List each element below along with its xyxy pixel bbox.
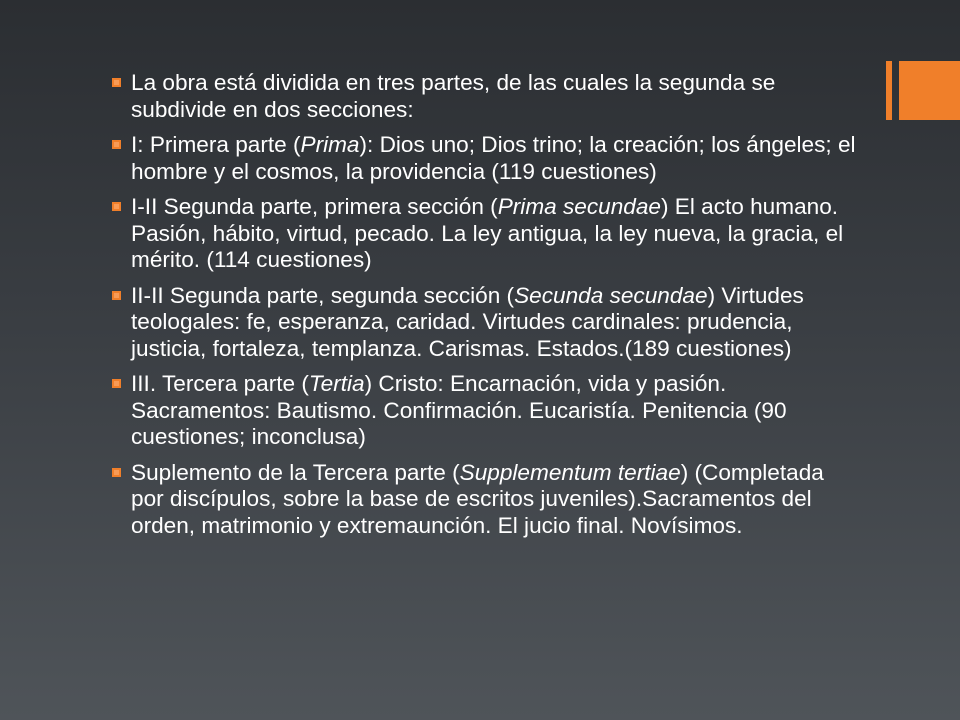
bullet-item-2	[108, 132, 858, 185]
bullet-item-4	[108, 283, 858, 363]
square-bullet-icon	[112, 202, 121, 211]
bullet-text: La obra está dividida en tres partes, de las cuales la segunda se subdivide en dos secciones:	[131, 70, 776, 122]
square-bullet-icon	[112, 140, 121, 149]
bullet-text-italic: Tertia	[308, 371, 365, 396]
bullet-text: I: Primera parte (	[131, 132, 301, 157]
accent-bar-thick	[899, 61, 960, 120]
bullet-text: III. Tercera parte (	[131, 371, 309, 396]
bullet-text-italic: Secunda secundae	[514, 282, 708, 308]
square-bullet-icon	[112, 468, 121, 477]
bullet-text-italic: Prima	[300, 132, 360, 157]
bullet-text: ) Cristo: Encarnación, vida y pasión. Sacramentos: Bautismo. Confirmación. Eucaristía. Penitencia (90 cuestiones; inconclusa)	[131, 371, 787, 449]
square-bullet-icon	[112, 379, 121, 388]
accent-bar-thin	[886, 61, 892, 120]
bullet-text: Suplemento de la Tercera parte (	[131, 459, 460, 485]
square-bullet-icon	[112, 78, 121, 87]
bullet-text: I-II Segunda parte, primera sección (	[131, 194, 498, 219]
bullet-item-5	[108, 371, 858, 451]
square-bullet-icon	[112, 291, 121, 300]
bullet-item-6	[108, 460, 858, 540]
bullet-text-italic: Prima secundae	[497, 194, 661, 219]
bullet-item-3	[108, 194, 858, 274]
bullet-text: ) Virtudes teologales: fe, esperanza, caridad. Virtudes cardinales: prudencia, justicia, fortaleza, templanza. Carismas. Estados.(189 cuestiones)	[131, 282, 804, 361]
bullet-text: ) El acto humano. Pasión, hábito, virtud, pecado. La ley antigua, la ley nueva, la gracia, el mérito. (114 cuestiones)	[131, 194, 844, 272]
bullet-item-1	[108, 70, 858, 123]
bullet-text: II-II Segunda parte, segunda sección (	[131, 282, 515, 308]
bullet-text-italic: Supplementum tertiae	[459, 459, 681, 485]
bullet-text: ) (Completada por discípulos, sobre la base de escritos juveniles).Sacramentos del orden, matrimonio y extremaunción. El jucio final. Novísimos.	[131, 459, 824, 538]
bullet-text: ): Dios uno; Dios trino; la creación; los ángeles; el hombre y el cosmos, la providencia (119 cuestiones)	[131, 132, 856, 184]
slide-content	[108, 70, 858, 548]
